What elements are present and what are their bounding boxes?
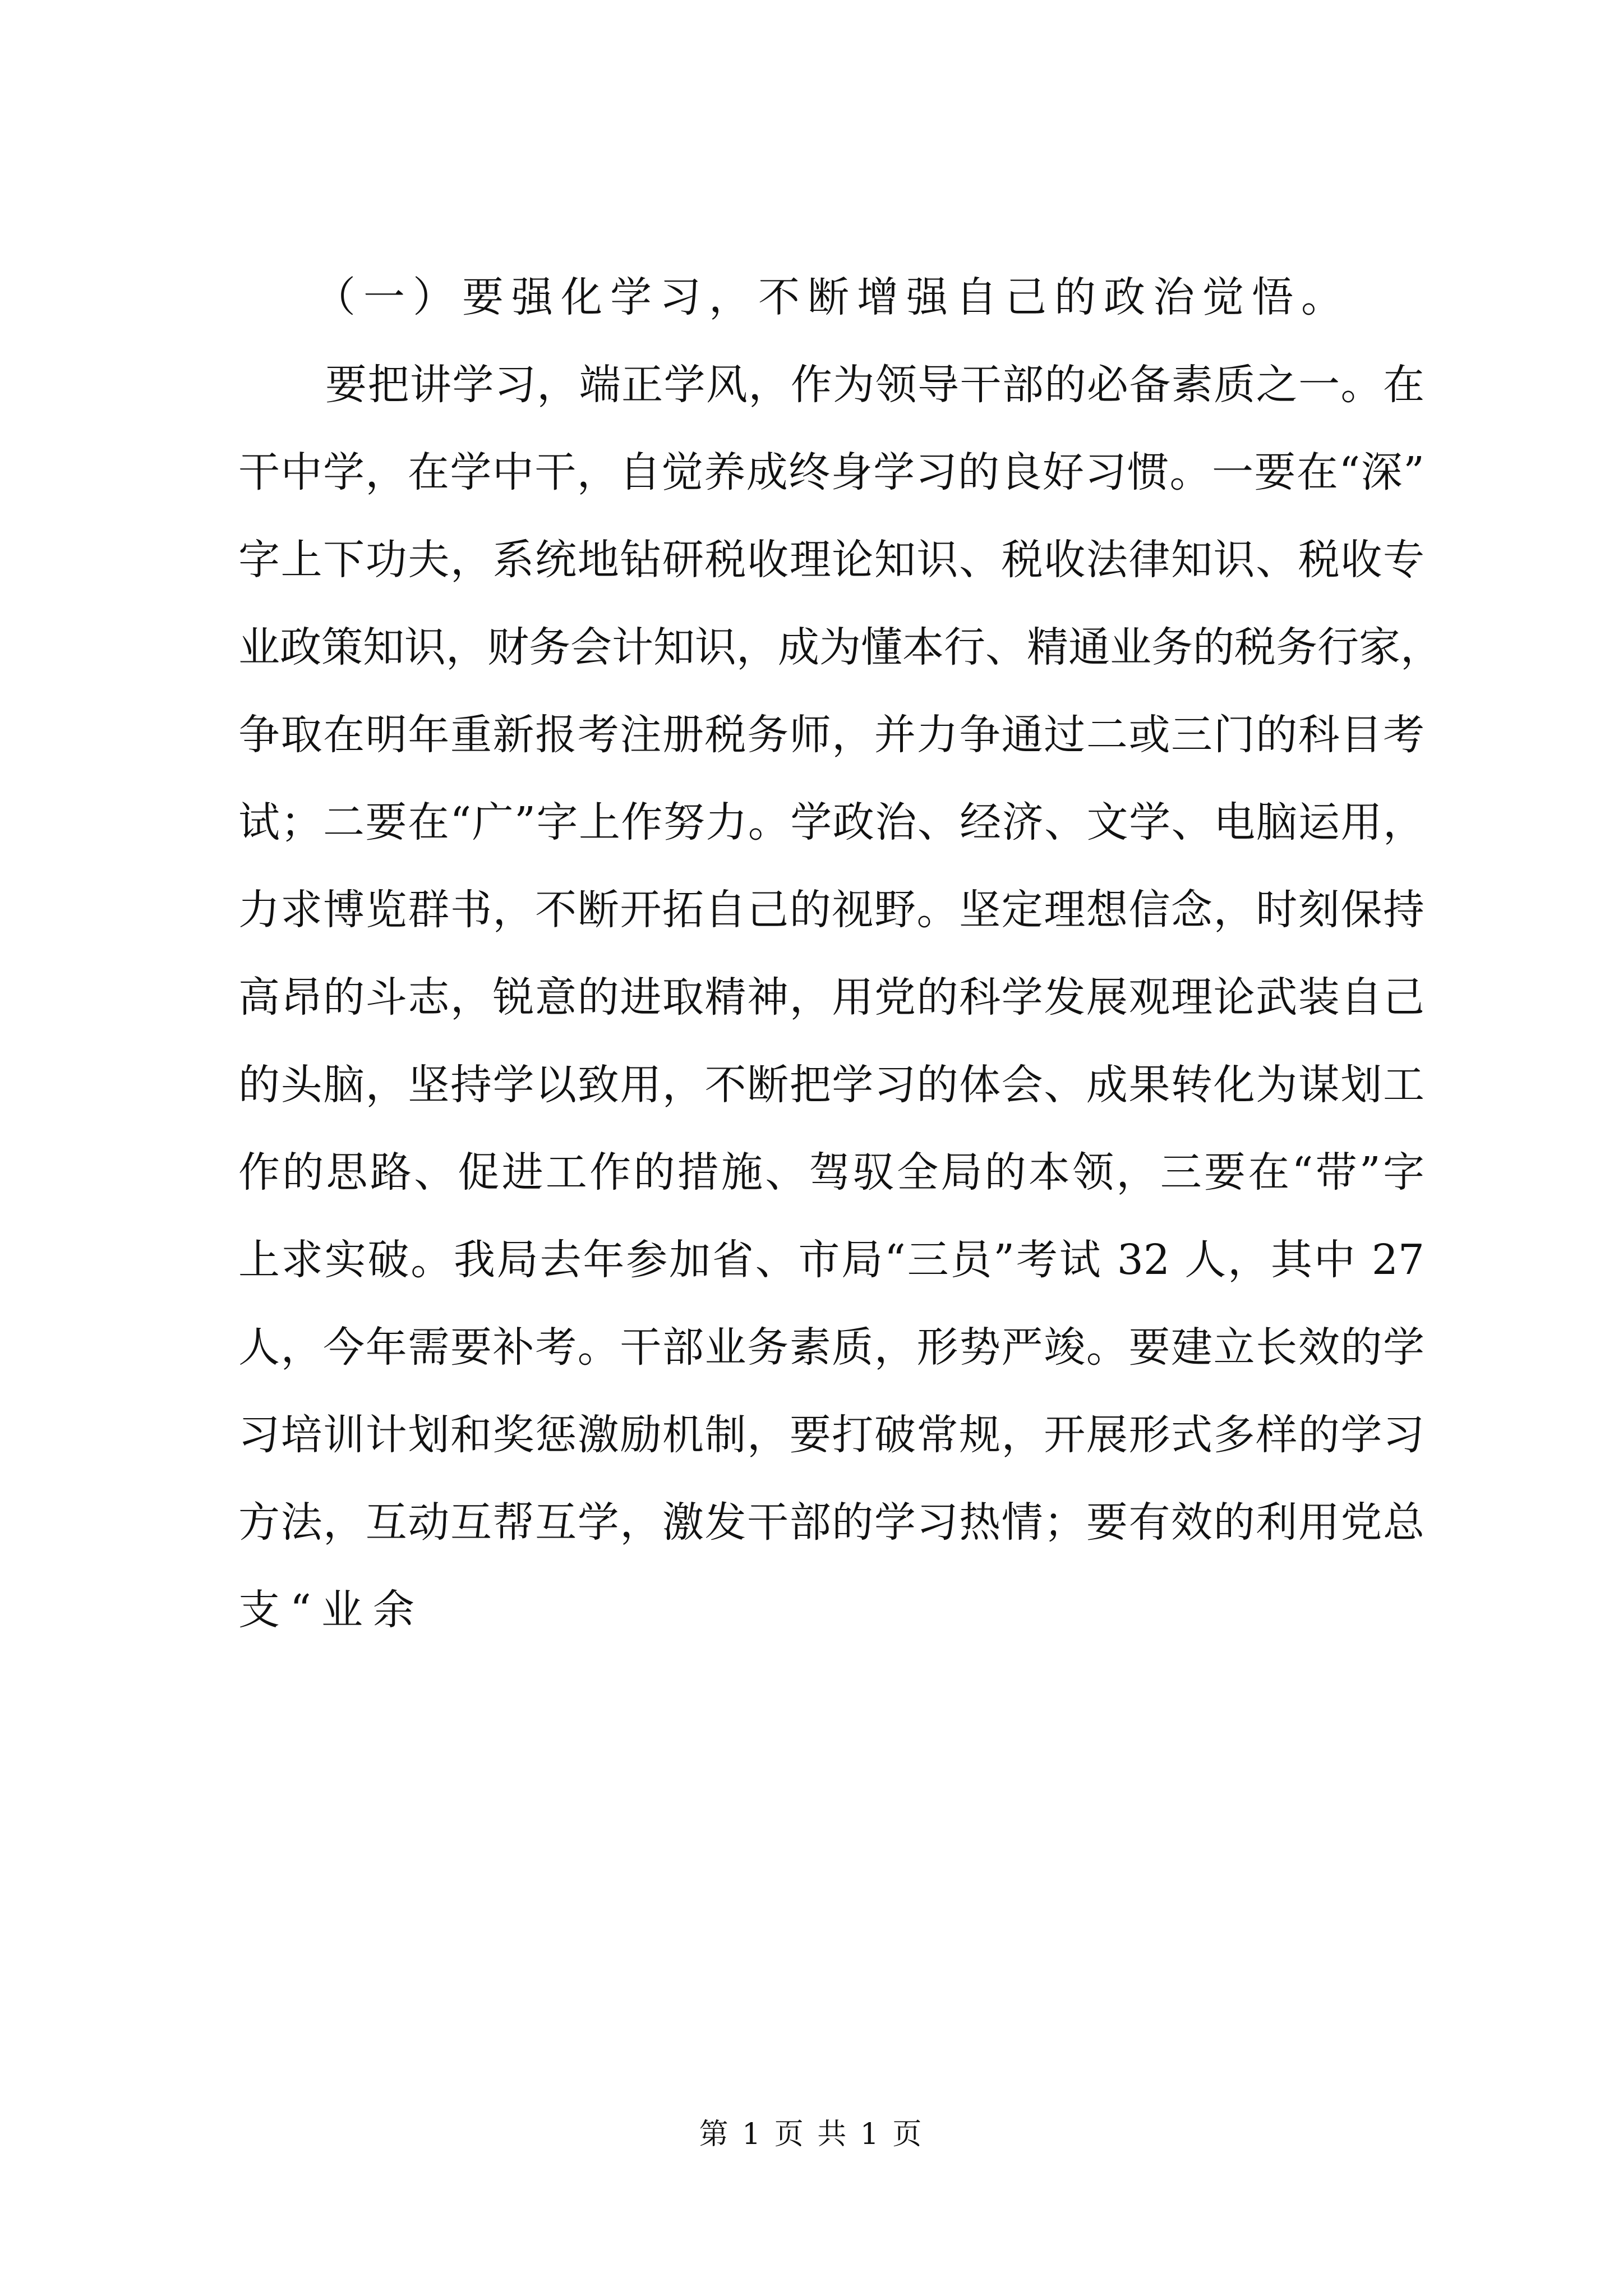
paragraph-line [238, 1479, 1424, 1566]
paragraph-line-text: 字上下功夫，系统地钻研税收理论知识、税收法律知识、税收专 [238, 536, 1424, 584]
paragraph-line [238, 1304, 1424, 1391]
paragraph-line-text: 支“业余 [238, 1586, 425, 1634]
paragraph-line [238, 341, 1424, 429]
section-heading-text: （一）要强化学习，不断增强自己的政治觉悟。 [314, 273, 1350, 321]
page-number: 第 1 页 共 1 页 [699, 2118, 924, 2151]
paragraph-line [238, 1216, 1424, 1304]
paragraph-line-text: 人，今年需要补考。干部业务素质，形势严竣。要建立长效的学 [238, 1323, 1424, 1372]
paragraph-line-text: 习培训计划和奖惩激励机制，要打破常规，开展形式多样的学习 [238, 1411, 1424, 1459]
paragraph-line [238, 516, 1424, 604]
paragraph-line-text: 争取在明年重新报考注册税务师，并力争通过二或三门的科目考 [238, 711, 1424, 759]
paragraph-line-text: 业政策知识，财务会计知识，成为懂本行、精通业务的税务行家， [238, 623, 1442, 671]
paragraph-line [238, 954, 1424, 1041]
section-heading [238, 254, 1424, 341]
paragraph-line-text: 高昂的斗志，锐意的进取精神，用党的科学发展观理论武装自己 [238, 973, 1424, 1022]
paragraph-line [238, 691, 1424, 779]
paragraph-line-text: 的头脑，坚持学以致用，不断把学习的体会、成果转化为谋划工 [238, 1061, 1424, 1109]
paragraph-line [238, 779, 1424, 866]
paragraph-line-text: 力求博览群书，不断开拓自己的视野。坚定理想信念，时刻保持 [238, 886, 1424, 934]
paragraph-line-text: 作的思路、促进工作的措施、驾驭全局的本领，三要在“带”字 [238, 1148, 1424, 1197]
paragraph-line [238, 866, 1424, 954]
paragraph-line [238, 1566, 1424, 1654]
paragraph-line [238, 604, 1442, 691]
paragraph-line [238, 1391, 1424, 1479]
paragraph-line [238, 1041, 1424, 1129]
paragraph-line-text: 要把讲学习，端正学风，作为领导干部的必备素质之一。在 [325, 361, 1424, 409]
paragraph-line-text: 方法，互动互帮互学，激发干部的学习热情；要有效的利用党总 [238, 1498, 1424, 1547]
document-body [238, 254, 1442, 1654]
paragraph-line-text: 上求实破。我局去年参加省、市局“三员”考试 32 人，其中 27 [238, 1236, 1424, 1284]
page-footer [0, 2115, 1623, 2154]
paragraph-line-text: 干中学，在学中干，自觉养成终身学习的良好习惯。一要在“深” [238, 448, 1424, 496]
paragraph-line [238, 429, 1424, 516]
paragraph-line-text: 试；二要在“广”字上作努力。学政治、经济、文学、电脑运用， [238, 798, 1424, 846]
paragraph-line [238, 1129, 1424, 1216]
